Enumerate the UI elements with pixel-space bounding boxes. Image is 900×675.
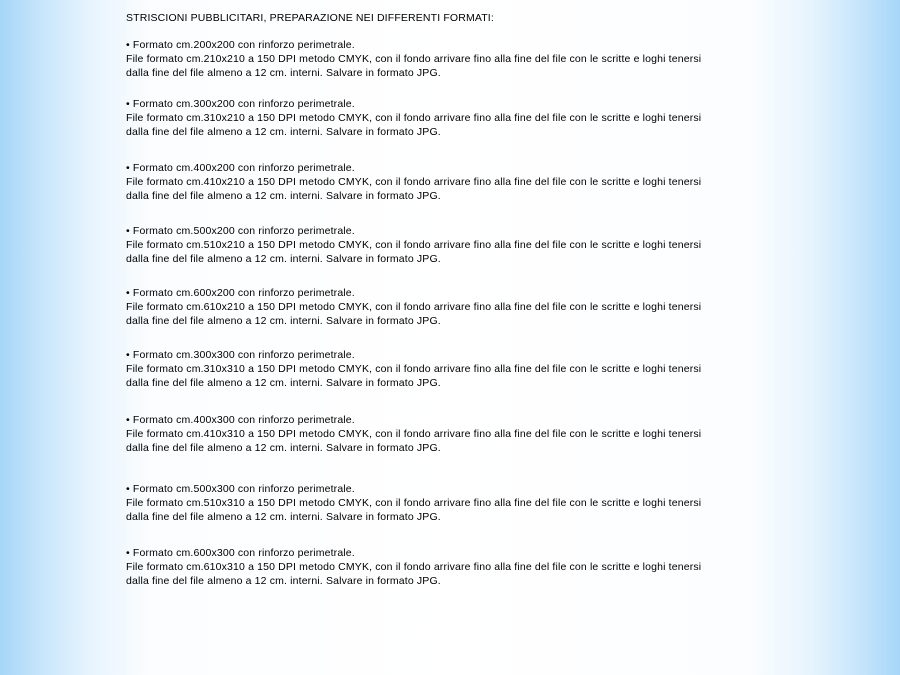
format-line-1: File formato cm.310x310 a 150 DPI metodo CMYK, con il fondo arrivare fino alla fine del file con le scritte e loghi tenersi	[126, 362, 702, 375]
format-entry	[126, 547, 816, 588]
format-heading: • Formato cm.600x300 con rinforzo perimetrale.	[126, 547, 816, 561]
format-line-2: dalla fine del file almeno a 12 cm. interni. Salvare in formato JPG.	[126, 510, 441, 523]
format-line-1: File formato cm.410x210 a 150 DPI metodo CMYK, con il fondo arrivare fino alla fine del file con le scritte e loghi tenersi	[126, 175, 702, 188]
format-heading: • Formato cm.400x200 con rinforzo perimetrale.	[126, 162, 816, 176]
format-line-1: File formato cm.610x310 a 150 DPI metodo CMYK, con il fondo arrivare fino alla fine del file con le scritte e loghi tenersi	[126, 560, 702, 573]
format-line-2: dalla fine del file almeno a 12 cm. interni. Salvare in formato JPG.	[126, 441, 441, 454]
format-line-1: File formato cm.210x210 a 150 DPI metodo CMYK, con il fondo arrivare fino alla fine del file con le scritte e loghi tenersi	[126, 52, 702, 65]
format-line-1: File formato cm.610x210 a 150 DPI metodo CMYK, con il fondo arrivare fino alla fine del file con le scritte e loghi tenersi	[126, 300, 702, 313]
format-line-2: dalla fine del file almeno a 12 cm. interni. Salvare in formato JPG.	[126, 125, 441, 138]
format-line-2: dalla fine del file almeno a 12 cm. interni. Salvare in formato JPG.	[126, 376, 441, 389]
format-entry	[126, 483, 816, 524]
format-entry	[126, 162, 816, 203]
format-entry	[126, 349, 816, 390]
format-line-2: dalla fine del file almeno a 12 cm. interni. Salvare in formato JPG.	[126, 314, 441, 327]
format-heading: • Formato cm.500x200 con rinforzo perimetrale.	[126, 225, 816, 239]
page-title: STRISCIONI PUBBLICITARI, PREPARAZIONE NEI DIFFERENTI FORMATI:	[126, 12, 494, 24]
format-heading: • Formato cm.400x300 con rinforzo perimetrale.	[126, 414, 816, 428]
format-heading: • Formato cm.600x200 con rinforzo perimetrale.	[126, 287, 816, 301]
format-heading: • Formato cm.500x300 con rinforzo perimetrale.	[126, 483, 816, 497]
format-line-2: dalla fine del file almeno a 12 cm. interni. Salvare in formato JPG.	[126, 252, 441, 265]
format-entry	[126, 98, 816, 139]
format-line-2: dalla fine del file almeno a 12 cm. interni. Salvare in formato JPG.	[126, 574, 441, 587]
format-heading: • Formato cm.300x200 con rinforzo perimetrale.	[126, 98, 816, 112]
format-line-1: File formato cm.510x310 a 150 DPI metodo CMYK, con il fondo arrivare fino alla fine del file con le scritte e loghi tenersi	[126, 496, 702, 509]
format-entry	[126, 225, 816, 266]
document-body	[126, 11, 816, 587]
format-line-2: dalla fine del file almeno a 12 cm. interni. Salvare in formato JPG.	[126, 189, 441, 202]
format-line-2: dalla fine del file almeno a 12 cm. interni. Salvare in formato JPG.	[126, 66, 441, 79]
format-entry	[126, 39, 816, 80]
format-entry	[126, 414, 816, 455]
format-heading: • Formato cm.300x300 con rinforzo perimetrale.	[126, 349, 816, 363]
format-entry	[126, 287, 816, 328]
format-line-1: File formato cm.310x210 a 150 DPI metodo CMYK, con il fondo arrivare fino alla fine del file con le scritte e loghi tenersi	[126, 111, 702, 124]
format-line-1: File formato cm.410x310 a 150 DPI metodo CMYK, con il fondo arrivare fino alla fine del file con le scritte e loghi tenersi	[126, 427, 702, 440]
format-line-1: File formato cm.510x210 a 150 DPI metodo CMYK, con il fondo arrivare fino alla fine del file con le scritte e loghi tenersi	[126, 238, 702, 251]
format-heading: • Formato cm.200x200 con rinforzo perimetrale.	[126, 39, 816, 53]
